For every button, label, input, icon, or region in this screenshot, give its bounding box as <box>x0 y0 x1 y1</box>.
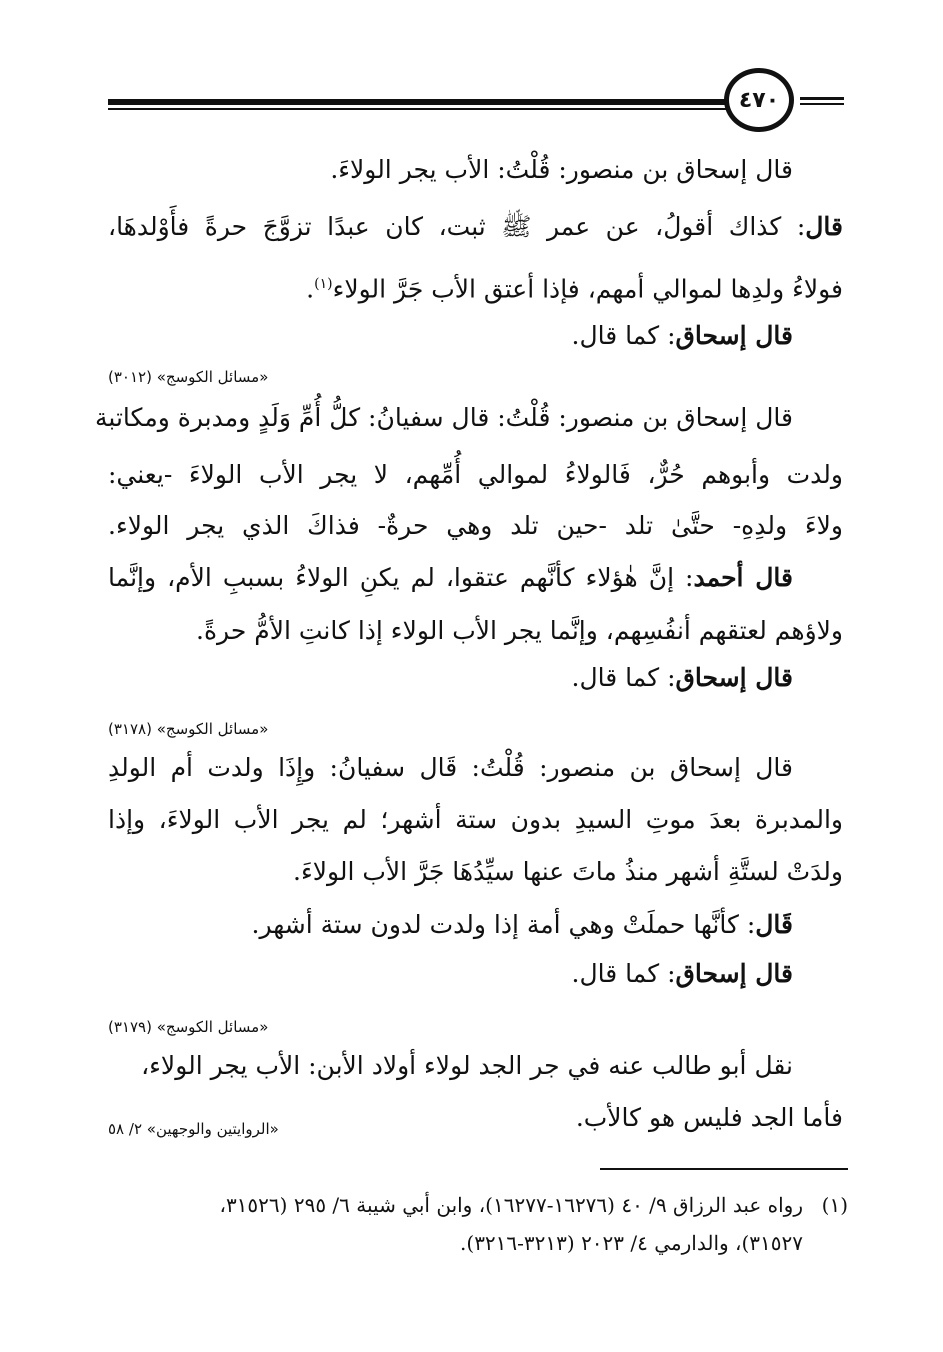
speech-text: : كما قال. <box>571 663 676 692</box>
source-citation: «مسائل الكوسج» (٣١٧٨) <box>108 720 269 738</box>
section-2 <box>95 398 843 698</box>
header-rule-right <box>800 97 844 100</box>
header-rule-thin <box>108 108 728 110</box>
speaker-label: قال <box>805 212 843 241</box>
speaker-label: قَال <box>755 910 793 939</box>
speech-text: : كما قال. <box>571 959 676 988</box>
paragraph-line <box>572 954 793 994</box>
speech-text: فولاءُ ولدِها لموالي أمهم، فإذا أعتق الأب جَرَّ الولاء <box>332 274 843 304</box>
paragraph-line <box>252 905 793 945</box>
paragraph-line <box>108 558 793 598</box>
paragraph-line <box>108 207 843 247</box>
footnote-rule <box>600 1168 848 1170</box>
header-rule <box>108 99 728 105</box>
paragraph-line: قال إسحاق بن منصور: قُلْتُ: الأب يجر الولاءَ. <box>330 155 793 184</box>
paragraph-line: ولدَتْ لستَّةِ أشهر منذُ ماتَ عنها سيِّدُهَا جَرَّ الأب الولاءَ. <box>293 857 843 886</box>
paragraph-line: قال إسحاق بن منصور: قُلْتُ: قال سفيانُ: كلُّ أُمِّ وَلَدٍ ومدبرة ومكاتبة <box>95 403 793 432</box>
paragraph-line: فأما الجد فليس هو كالأب. <box>575 1103 843 1132</box>
footnote-marker: (١) <box>821 1193 848 1217</box>
punctuation: . <box>306 274 315 304</box>
speaker-label: قال أحمد <box>693 563 793 592</box>
page-number <box>724 68 794 132</box>
section-3 <box>108 748 843 1008</box>
source-citation: «مسائل الكوسج» (٣١٧٩) <box>108 1018 269 1036</box>
speaker-label: قال إسحاق <box>675 321 793 350</box>
paragraph-line <box>306 264 843 309</box>
section-1 <box>108 150 843 350</box>
speaker-label: قال إسحاق <box>675 663 793 692</box>
footnote-text: ٣١٥٢٧)، والدارمي ٤/ ٢٠٢٣ (٣٢١٣-٣٢١٦). <box>460 1231 803 1255</box>
paragraph-line <box>572 316 793 356</box>
speech-text: : كذاك أقولُ، عن عمر ﷺ ثبت، كان عبدًا تزوَّجَ حرةً فأَوْلدهَا، <box>108 212 806 241</box>
footnote-marker: (١) <box>314 276 333 292</box>
paragraph-line: قال إسحاق بن منصور: قُلْتُ: قَال سفيانُ: وإِذَا ولدت أم الولدِ <box>108 753 793 782</box>
speech-text: : كما قال. <box>571 321 676 350</box>
paragraph-line: ولدت وأبوهم حُرٌّ، فَالولاءُ لموالي أُمِّهم، لا يجر الأب الولاءَ -يعني: <box>108 460 843 489</box>
paragraph-line: والمدبرة بعدَ موتِ السيدِ بدون ستة أشهر؛ لم يجر الأب الولاءَ، وإذا <box>108 805 843 834</box>
paragraph-line: ولاؤهم لعتقهم أنفُسِهم، وإنَّما يجر الأب الولاء إذا كانتِ الأمُّ حرةً. <box>196 616 843 645</box>
speech-text: : كأنَّها حملَتْ وهي أمة إذا ولدت لدون ستة أشهر. <box>251 910 756 939</box>
speaker-label: قال إسحاق <box>675 959 793 988</box>
footnote-text: رواه عبد الرزاق ٩/ ٤٠ (١٦٢٧٦-١٦٢٧٧)، وابن أبي شيبة ٦/ ٢٩٥ (٣١٥٢٦، <box>219 1193 803 1217</box>
header-rule-right-thin <box>800 103 844 105</box>
paragraph-line: ولاءَ ولدِهِ- حتَّىٰ تلد -حين تلد وهي حرةٌ- فذاكَ الذي يجر الولاء. <box>108 511 843 540</box>
paragraph-line: نقل أبو طالب عنه في جر الجد لولاء أولاد الأبن: الأب يجر الولاء، <box>141 1051 793 1080</box>
source-citation: «الروايتين والوجهين» ٢/ ٥٨ <box>108 1120 279 1138</box>
page-number-text: ٤٧٠ <box>738 87 780 113</box>
source-citation: «مسائل الكوسج» (٣٠١٢) <box>108 368 269 386</box>
speech-text: : إنَّ هٰؤلاء كأنَّهم عتقوا، لم يكنِ الولاءُ بسببِ الأم، وإنَّما <box>108 563 694 592</box>
paragraph-line <box>572 658 793 698</box>
